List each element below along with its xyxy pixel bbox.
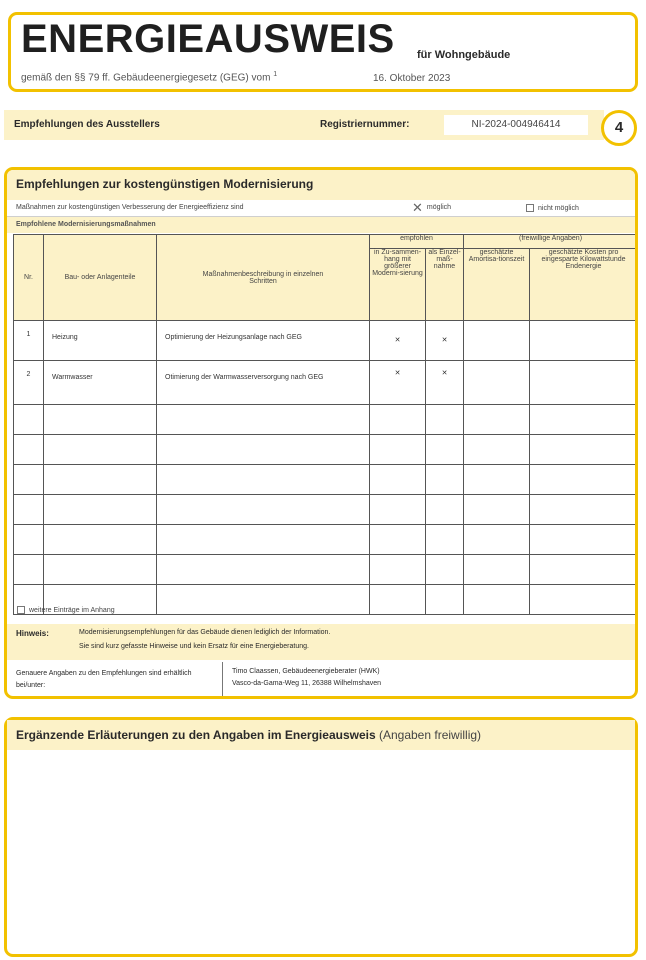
table-caption: Empfohlene Modernisierungsmaßnahmen: [7, 217, 635, 233]
col-description: Maßnahmenbeschreibung in einzelnen Schritten: [157, 235, 370, 321]
contact-details: [232, 666, 381, 690]
measures-text: Maßnahmen zur kostengünstigen Verbesserung der Energieeffizienz sind: [16, 204, 244, 211]
col-recommended: empfohlen: [370, 235, 464, 249]
empty-row: [14, 465, 638, 495]
additional-heading: Ergänzende Erläuterungen zu den Angaben im Energieausweis (Angaben freiwillig): [7, 720, 635, 750]
contact-label: Genauere Angaben zu den Empfehlungen sind erhältlich bei/unter:: [7, 662, 223, 696]
hint-line-2: Sie sind kurz gefasste Hinweise und kein Ersatz für eine Energieberatung.: [79, 643, 309, 650]
col-optional: (freiwillige Angaben): [464, 235, 638, 249]
option-possible[interactable]: ✕ möglich: [412, 200, 452, 215]
empty-row: [14, 495, 638, 525]
hint-block: [7, 624, 635, 660]
option-not-possible[interactable]: nicht möglich: [526, 204, 579, 212]
registration-label: Registriernummer:: [320, 119, 410, 130]
contact-address: Vasco-da-Gama-Weg 11, 26388 Wilhelmshaven: [232, 680, 382, 687]
contact-name: Timo Claassen, Gebäudeenergieberater (HWK): [232, 668, 380, 675]
checked-icon: ✕: [412, 200, 423, 215]
law-date: 16. Oktober 2023: [373, 73, 451, 84]
contact-block: [7, 662, 635, 696]
certificate-title: ENERGIEAUSWEIS: [21, 17, 395, 61]
additional-explanations-section: [4, 717, 638, 957]
checkbox-icon: [526, 204, 534, 212]
registration-bar: [4, 110, 604, 140]
col-in-combination: in Zu-sammen-hang mit größerer Moderni-sierung: [370, 249, 426, 321]
more-entries-option[interactable]: weitere Einträge im Anhang: [17, 606, 115, 614]
empty-row: [14, 405, 638, 435]
optional-note: (Angaben freiwillig): [378, 728, 482, 742]
legal-basis: gemäß den §§ 79 ff. Gebäudeenergiegesetz (GEG) vom $^1$: [21, 71, 278, 84]
table-row: 1 Heizung Optimierung der Heizungsanlage nach GEG ✕ ✕: [14, 321, 638, 361]
empty-row: [14, 555, 638, 585]
checked-icon: ✕: [370, 321, 426, 361]
hint-label: Hinweis:: [16, 629, 49, 638]
col-nr: Nr.: [14, 235, 44, 321]
hint-line-1: Modernisierungsempfehlungen für das Gebäude dienen lediglich der Information.: [79, 629, 331, 636]
checked-icon: ✕: [426, 361, 464, 405]
registration-number: NI-2024-004946414: [444, 115, 588, 135]
table-row: 2 Warmwasser Otimierung der Warmwasserversorgung nach GEG ✕ ✕: [14, 361, 638, 405]
certificate-subtitle: für Wohngebäude: [417, 49, 511, 61]
empty-row: [14, 435, 638, 465]
page-number-badge: 4: [601, 110, 637, 146]
col-payback: geschätzte Amortisa-tionszeit: [464, 249, 530, 321]
certificate-header: [8, 12, 638, 92]
recommendations-heading: Empfehlungen zur kostengünstigen Modernisierung: [7, 170, 635, 200]
section-label: Empfehlungen des Ausstellers: [14, 119, 160, 130]
checkbox-icon: [17, 606, 25, 614]
measures-row: [7, 200, 635, 217]
checked-icon: ✕: [426, 321, 464, 361]
empty-row: [14, 525, 638, 555]
recommendations-table: [13, 234, 638, 615]
col-single: als Einzel-maß-nahme: [426, 249, 464, 321]
recommendations-section: [4, 167, 638, 699]
checked-icon: ✕: [370, 361, 426, 405]
col-cost: geschätzte Kosten pro eingesparte Kilowattstunde Endenergie: [530, 249, 638, 321]
col-component: Bau- oder Anlagenteile: [44, 235, 157, 321]
